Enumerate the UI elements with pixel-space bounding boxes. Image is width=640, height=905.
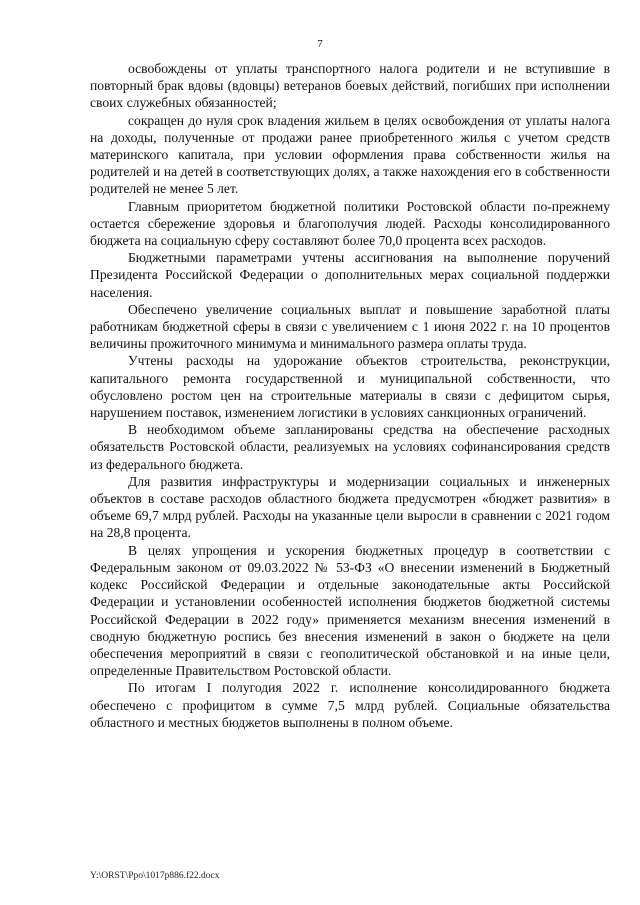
paragraph-development-budget: Для развития инфраструктуры и модернизации социальных и инженерных объектов в составе расходов областного бюджета предусмотрен «бюджет развития» в объеме 69,7 млрд рублей. Расходы на указанные цели выросли в сравнении с 2021 годом на 28,8 процента. [90,473,610,541]
paragraph-budget-priority: Главным приоритетом бюджетной политики Ростовской области по-прежнему остается сбережение здоровья и благополучия людей. Расходы консолидированного бюджета на социальную сферу составляют более 70,0 процента всех расходов. [90,198,610,249]
footer-file-path: Y:\ORST\Ppo\1017p886.f22.docx [90,871,220,881]
paragraph-salary-increase: Обеспечено увеличение социальных выплат и повышение заработной платы работникам бюджетной сферы в связи с увеличением с 1 июня 2022 г. на 10 процентов величины прожиточного минимума и минимального размера оплаты труда. [90,301,610,352]
paragraph-cofinancing: В необходимом объеме запланированы средства на обеспечение расходных обязательств Ростовской области, реализуемых на условиях софинансирования средств из федерального бюджета. [90,422,610,472]
paragraph-housing-tax: сокращен до нуля срок владения жильем в целях освобождения от уплаты налога на доходы, полученные от продажи ранее приобретенного жилья с учетом средств материнского капитала, при условии оформления права собственности жилья на родителей и на детей в соответствующих долях, а также нахождения его в собственности родителей не менее 5 лет. [90,112,610,197]
paragraph-half-year-results: По итогам I полугодия 2022 г. исполнение консолидированного бюджета обеспечено с профицитом в сумме 7,5 млрд рублей. Социальные обязательства областного и местных бюджетов выполнены в полном объеме. [90,680,610,730]
paragraph-president-instructions: Бюджетными параметрами учтены ассигнования на выполнение поручений Президента Российской Федерации о дополнительных мерах социальной поддержки населения. [90,250,610,300]
page-number: 7 [317,38,323,50]
paragraph-construction-costs: Учтены расходы на удорожание объектов строительства, реконструкции, капитального ремонта государственной и муниципальной собственности, что обусловлено ростом цен на строительные материалы в связи с дефицитом сырья, нарушением поставок, изменением логистики в условиях санкционных ограничений. [90,353,610,421]
paragraph-transport-tax: освобождены от уплаты транспортного налога родители и не вступившие в повторный брак вдовы (вдовцы) ветеранов боевых действий, погибших при исполнении своих служебных обязанностей; [90,61,610,111]
paragraph-federal-law: В целях упрощения и ускорения бюджетных процедур в соответствии с Федеральным законом от 09.03.2022 № 53-ФЗ «О внесении изменений в Бюджетный кодекс Российской Федерации и отдельные законодательные акты Российской Федерации и установлении особенностей исполнения бюджетов бюджетной системы Российской Федерации в 2022 году» применяется механизм внесения изменений в сводную бюджетную роспись без внесения изменений в закон о бюджете на цели обеспечения мероприятий в связи с геополитической обстановкой и на иные цели, определенные Правительством Ростовской области. [90,542,610,679]
document-body [90,60,610,731]
